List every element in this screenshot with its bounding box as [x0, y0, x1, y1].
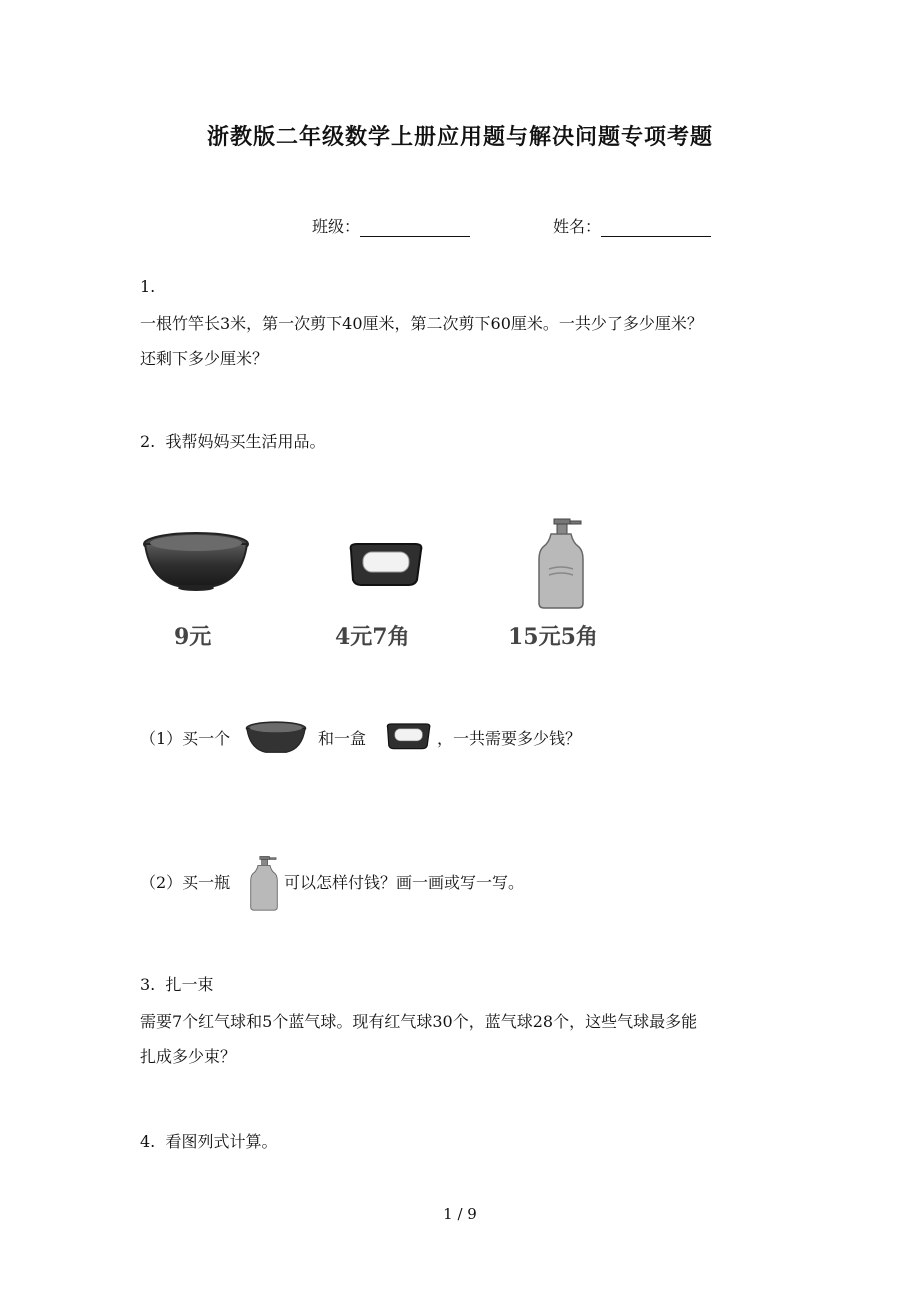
q3-number: 3.: [140, 975, 156, 994]
q3-heading: 扎一束: [165, 975, 214, 994]
q1-line2: 还剩下多少厘米？: [140, 349, 269, 368]
class-blank[interactable]: [360, 218, 470, 237]
q1-number: 1.: [140, 277, 156, 296]
soap-bottle-icon: [248, 854, 280, 912]
page-number: 1 / 9: [443, 1205, 477, 1223]
name-field: [553, 214, 711, 237]
q3-line1: 需要7个红气球和5个蓝气球。现有红气球30个，蓝气球28个，这些气球最多能: [140, 1012, 698, 1031]
q3-line2: 扎成多少束？: [140, 1047, 237, 1066]
q4-number: 4.: [140, 1132, 156, 1151]
bowl-icon: [140, 530, 252, 592]
q2-text: 我帮妈妈买生活用品。: [165, 432, 326, 451]
name-blank[interactable]: [601, 218, 711, 237]
q2-number: 2.: [140, 432, 156, 451]
q2-sub1-middle: 和一盒: [318, 729, 367, 748]
bowl-icon: [244, 716, 308, 760]
q2-heading: [140, 425, 325, 459]
q1-line1: 一根竹竿长3米，第一次剪下40厘米，第二次剪下60厘米。一共少了多少厘米？: [140, 314, 703, 333]
q2-sub2-suffix: 可以怎样付钱？画一画或写一写。: [284, 873, 525, 892]
q2-sub2-prefix: （2）买一瓶: [140, 873, 231, 892]
q4-text: 看图列式计算。: [165, 1132, 278, 1151]
q4-heading: [140, 1125, 277, 1159]
class-field: [312, 214, 470, 237]
class-label: 班级：: [312, 217, 361, 236]
soap-box-price: 4元7角: [335, 624, 410, 650]
soap-bottle-icon: [535, 515, 587, 611]
q2-sub1-suffix: ，一共需要多少钱？: [437, 729, 582, 748]
q2-sub1-prefix: （1）买一个: [140, 729, 231, 748]
q3-heading-row: [140, 968, 213, 1002]
name-label: 姓名：: [553, 217, 602, 236]
bowl-price: 9元: [174, 624, 212, 650]
soap-box-icon: [345, 540, 425, 588]
soap-box-icon: [384, 720, 432, 752]
page-title: 浙教版二年级数学上册应用题与解决问题专项考题: [206, 124, 713, 150]
soap-bottle-price: 15元5角: [508, 624, 598, 650]
